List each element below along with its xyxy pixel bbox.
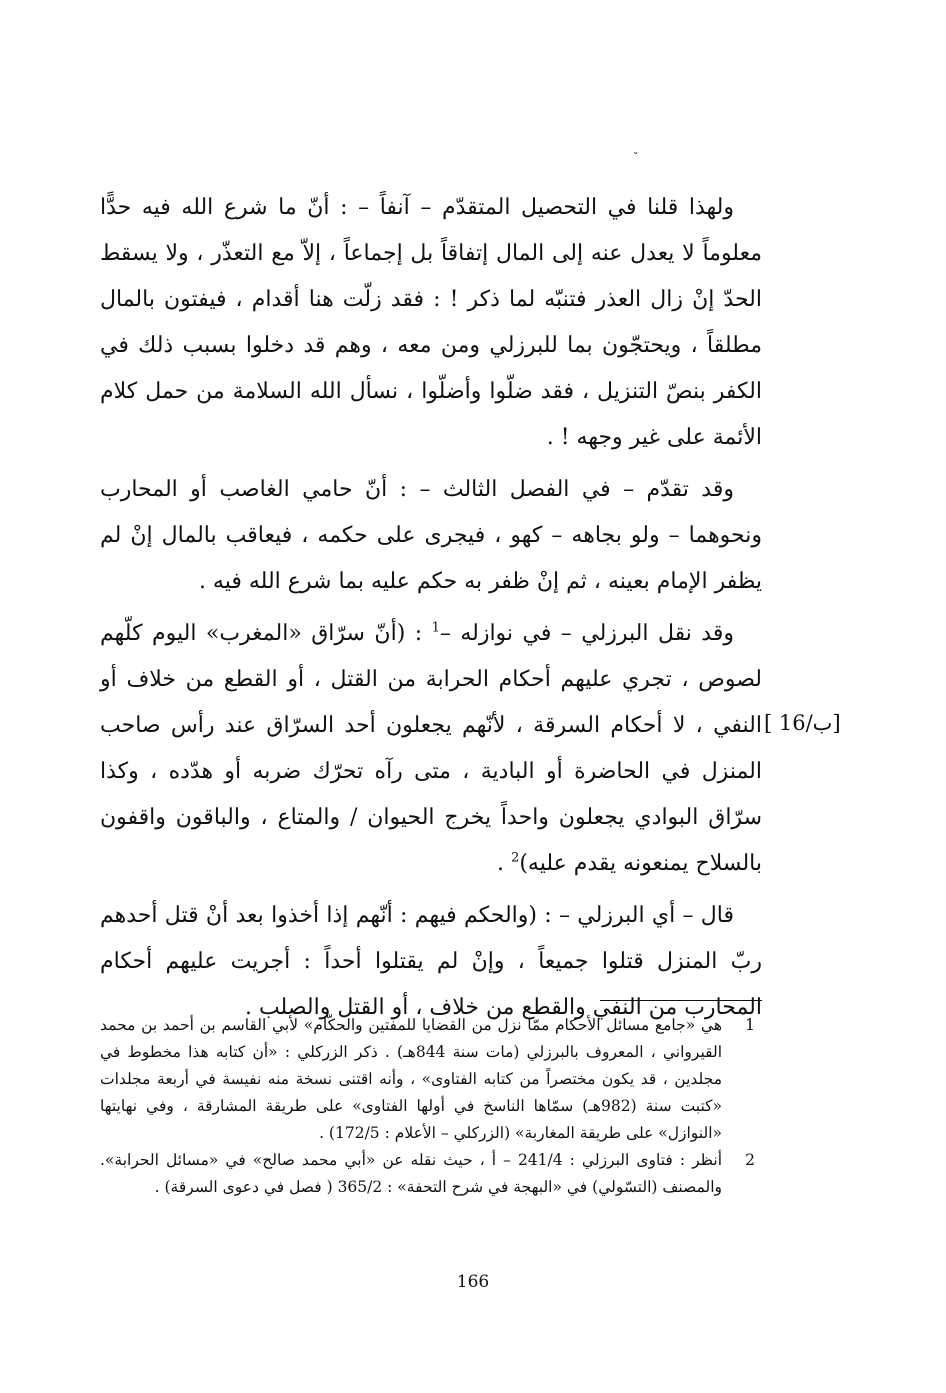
paragraph-3-after: : (أنّ سرّاق «المغرب» اليوم كلّهم لصوص ، تجري عليهم أحكام الحرابة من القتل ، أو القطع من خلاف أو النفي ، لا أحكام السرقة ، لأنّهم يجعلون أحد السرّاق عند رأس صاحب المنزل في الحاضرة أو البادية ، متى رآه تحرّك ضربه أو هدّده ، وكذا سرّاق البوادي يجعلون واحداً يخرج الحيوان / والمتاع ، والباقون واقفون بالسلاح يمنعونه يقدم عليه) xyxy=(100,621,762,876)
footnote-number: 2 xyxy=(745,1151,755,1169)
footnote-divider xyxy=(600,1000,762,1001)
footnote-ref-2[interactable]: 2 xyxy=(511,850,520,866)
footnote-ref-1[interactable]: 1 xyxy=(431,620,440,636)
paragraph-1: ولهذا قلنا في التحصيل المتقدّم – آنفاً – : أنّ ما شرع الله فيه حدًّا معلوماً لا يعدل عنه إلى المال إتفاقاً بل إجماعاً ، إلاّ مع التعذّر ، ولا يسقط الحدّ إنْ زال العذر فتنبّه لما ذكر ! : فقد زلّت هنا أقدام ، فيفتون بالمال مطلقاً ، ويحتجّون بما للبرزلي ومن معه ، وهم قد دخلوا بسبب ذلك في الكفر بنصّ التنزيل ، فقد ضلّوا وأضلّوا ، نسأل الله السلامة من حمل كلام الأئمة على غير وجهه ! . xyxy=(100,195,762,450)
manuscript-folio-marker: [ 16/ب] xyxy=(764,711,841,735)
paragraph-3 xyxy=(100,611,762,887)
tick-mark: ˇ xyxy=(633,151,639,164)
paragraph-2: وقد تقدّم – في الفصل الثالث – : أنّ حامي الغاصب أو المحارب ونحوهما – ولو بجاهه – كهو ، فيجرى على حكمه ، فيعاقب بالمال إنْ لم يظفر الإمام بعينه ، ثم إنْ ظفر به حكم عليه بما شرع الله فيه . xyxy=(100,477,762,594)
footnote-text: أنظر : فتاوى البرزلي : 241/4 – أ ، حيث نقله عن «أبي محمد صالح» في «مسائل الحرابة». والمصنف (التسّولي) في «البهجة في شرح التحفة» : 365/2 ( فصل في دعوى السرقة) . xyxy=(100,1151,722,1196)
paragraph-3-end: . xyxy=(497,851,512,876)
paragraph-3-before: وقد نقل البرزلي – في نوازله – xyxy=(439,621,734,646)
main-text xyxy=(100,185,762,1031)
footnotes xyxy=(100,1012,762,1201)
footnote-number: 1 xyxy=(745,1016,755,1034)
footnote-2 xyxy=(100,1147,762,1201)
paragraph-4: قال – أي البرزلي – : (والحكم فيهم : أنّهم إذا أخذوا بعد أنْ قتل أحدهم ربّ المنزل قتلوا جميعاً ، وإنْ لم يقتلوا أحداً : أجريت عليهم أحكام المحارب من النفي والقطع من خلاف ، أو القتل والصلب . xyxy=(100,903,762,1020)
page-number: 166 xyxy=(456,1272,490,1292)
footnote-text: هي «جامع مسائل الأحكام ممّا نزل من القضايا للمفتين والحكّام» لأبي القاسم بن أحمد بن محمد القيرواني ، المعروف بالبرزلي (مات سنة 844هـ) . ذكر الزركلي : «أن كتابه هذا مخطوط في مجلدين ، قد يكون مختصراً من كتابه الفتاوى» ، وأنه اقتنى نسخة منه نفيسة في أربعة مجلدات «كتبت سنة (982هـ) سمّاها الناسخ في أولها الفتاوى» على طريقة المشارقة ، وفي نهايتها «النوازل» على طريقة المغاربة» (الزركلي – الأعلام : 172/5) . xyxy=(100,1016,723,1142)
footnote-1 xyxy=(100,1012,762,1147)
